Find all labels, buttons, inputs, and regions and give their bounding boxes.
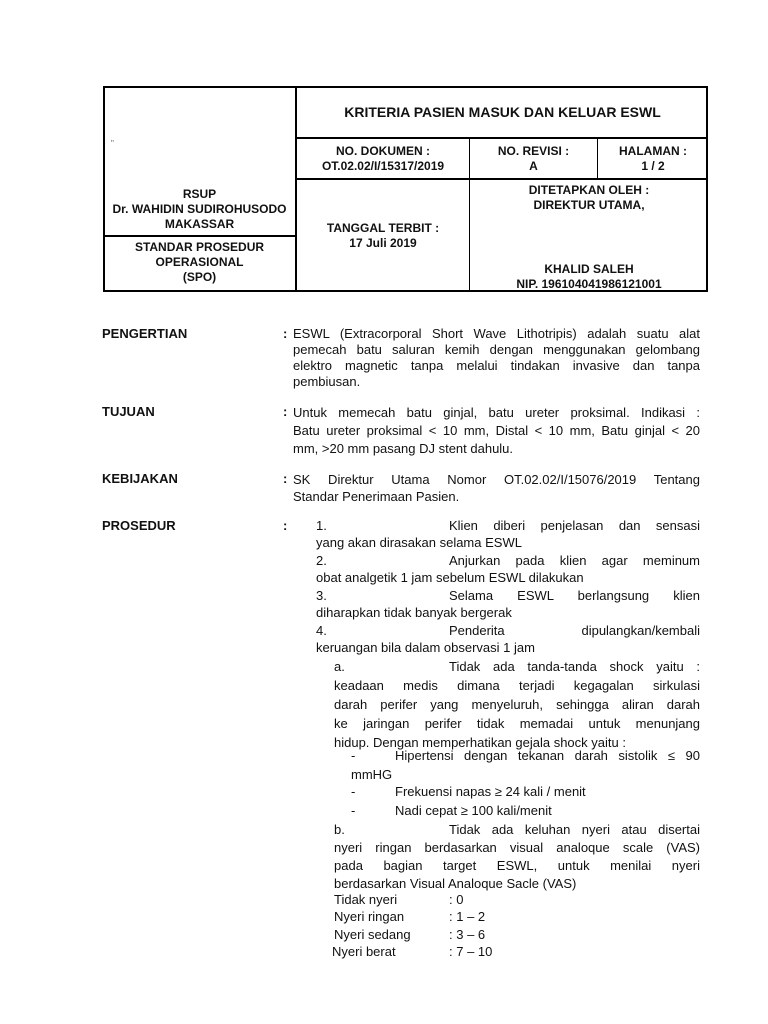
org-line-1: RSUP [182, 187, 217, 201]
vas-label: Tidak nyeri [334, 892, 398, 907]
text-line: SK Direktur Utama Nomor OT.02.02/I/15076/2019 Tentang [293, 472, 700, 487]
step-text: yang akan dirasakan selama ESWL [316, 535, 522, 550]
section-label-pengertian: PENGERTIAN [102, 326, 188, 341]
substep-text: darah perifer yang menyeluruh, sehingga aliran darah [334, 697, 700, 712]
vas-value: : 3 – 6 [449, 927, 486, 942]
step-text: keruangan bila dalam observasi 1 jam [316, 640, 535, 655]
revision-value: A [529, 159, 538, 173]
text-line: elektro magnetic tanpa melalui tindakan invasive dan tanpa [293, 358, 700, 373]
page-label: HALAMAN : [619, 144, 687, 158]
text-line: Batu ureter proksimal < 10 mm, Distal < 10 mm, Batu ginjal < 20 [293, 423, 700, 438]
section-colon: : [283, 518, 288, 533]
substep-text: hidup. Dengan memperhatikan gejala shock yaitu : [334, 735, 626, 750]
header-mark: " [111, 139, 114, 148]
vas-value: : 1 – 2 [449, 909, 486, 924]
symptom-text: Nadi cepat ≥ 100 kali/menit [395, 803, 552, 818]
issue-date-label: TANGGAL TERBIT : [326, 221, 440, 235]
org-line-3: MAKASSAR [164, 217, 235, 231]
text-line: Standar Penerimaan Pasien. [293, 489, 460, 504]
approval-cell [470, 183, 708, 213]
text-line: pemecah batu saluran kemih dengan menggunakan gelombang [293, 342, 700, 357]
header-divider-docrow [295, 178, 708, 180]
header-divider-title [295, 137, 708, 139]
org-line-2: Dr. WAHIDIN SUDIROHUSODO [112, 202, 287, 216]
spo-cell [103, 240, 296, 285]
document-title: KRITERIA PASIEN MASUK DAN KELUAR ESWL [344, 104, 661, 120]
step-number: 1. [316, 518, 327, 533]
substep-letter: a. [334, 659, 345, 674]
revision-label: NO. REVISI : [497, 144, 570, 158]
section-label-prosedur: PROSEDUR [102, 518, 176, 533]
step-text: diharapkan tidak banyak bergerak [316, 605, 512, 620]
section-label-kebijakan: KEBIJAKAN [102, 471, 178, 486]
substep-text: keadaan medis dimana terjadi kegagalan sirkulasi [334, 678, 700, 693]
kebijakan-text [293, 471, 700, 505]
step-number: 4. [316, 623, 327, 638]
page-value: 1 / 2 [641, 159, 665, 173]
symptom-text: Hipertensi dengan tekanan darah sistolik ≤ 90 [395, 748, 700, 763]
spo-line-1: STANDAR PROSEDUR [134, 240, 265, 254]
spo-line-2: OPERASIONAL [155, 255, 244, 269]
section-colon: : [283, 404, 288, 419]
step-text: Anjurkan pada klien agar meminum [449, 553, 700, 568]
revision-cell [470, 144, 597, 174]
substep-text: pada bagian target ESWL, untuk menilai nyeri [334, 858, 700, 873]
tujuan-text [293, 404, 700, 458]
signer-name: KHALID SALEH [544, 262, 634, 276]
vas-label: Nyeri berat [332, 944, 396, 959]
issue-date-cell [297, 221, 469, 251]
symptom-text: mmHG [351, 767, 393, 782]
section-colon: : [283, 471, 288, 486]
pengertian-text [293, 326, 700, 390]
text-line: pembiusan. [293, 374, 361, 389]
approved-by-label: DITETAPKAN OLEH : [528, 183, 650, 197]
vas-value: : 7 – 10 [449, 944, 493, 959]
substep-text: berdasarkan Visual Analoque Sacle (VAS) [334, 876, 577, 891]
dash-bullet: - [351, 784, 356, 799]
text-line: mm, >20 mm pasang DJ stent dahulu. [293, 441, 514, 456]
step-text: Penderita dipulangkan/kembali [449, 623, 700, 638]
spo-line-3: (SPO) [182, 270, 217, 284]
page-cell [598, 144, 708, 174]
step-text: obat analgetik 1 jam sebelum ESWL dilakukan [316, 570, 584, 585]
vas-value: : 0 [449, 892, 464, 907]
signer-cell [470, 262, 708, 292]
organization-name [103, 187, 296, 232]
step-number: 2. [316, 553, 327, 568]
document-number-cell [297, 144, 469, 174]
vas-label: Nyeri ringan [334, 909, 405, 924]
signer-nip: NIP. 196104041986121001 [516, 277, 662, 291]
substep-text: Tidak ada keluhan nyeri atau disertai [449, 822, 700, 837]
substep-text: ke jaringan perifer tidak memadai untuk menunjang [334, 716, 700, 731]
section-colon: : [283, 326, 288, 341]
text-line: ESWL (Extracorporal Short Wave Lithotripis) adalah suatu alat [293, 326, 700, 341]
substep-letter: b. [334, 822, 345, 837]
document-number-label: NO. DOKUMEN : [336, 144, 430, 158]
step-text: Selama ESWL berlangsung klien [449, 588, 700, 603]
symptom-text: Frekuensi napas ≥ 24 kali / menit [395, 784, 586, 799]
text-line: Untuk memecah batu ginjal, batu ureter proksimal. Indikasi : [293, 405, 700, 420]
substep-text: Tidak ada tanda-tanda shock yaitu : [449, 659, 700, 674]
dash-bullet: - [351, 748, 356, 763]
document-number-value: OT.02.02/I/15317/2019 [321, 159, 445, 173]
substep-text: nyeri ringan berdasarkan visual analoque scale (VAS) [334, 840, 700, 855]
vas-label: Nyeri sedang [334, 927, 411, 942]
approved-by-role: DIREKTUR UTAMA, [533, 198, 645, 212]
step-number: 3. [316, 588, 327, 603]
issue-date-value: 17 Juli 2019 [349, 236, 417, 250]
dash-bullet: - [351, 803, 356, 818]
header-divider-spo [103, 235, 296, 237]
step-text: Klien diberi penjelasan dan sensasi [449, 518, 700, 533]
section-label-tujuan: TUJUAN [102, 404, 155, 419]
